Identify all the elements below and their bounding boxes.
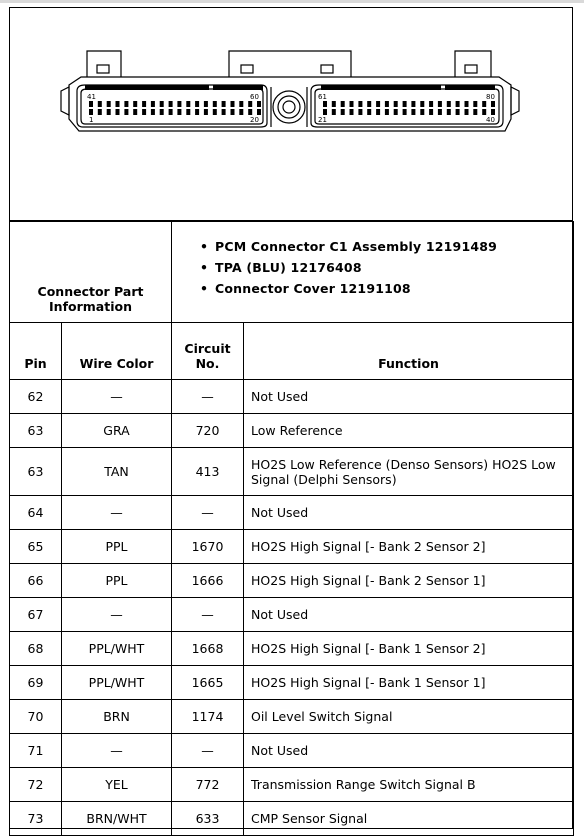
connector-pin [447, 101, 451, 107]
connector-pin [438, 101, 442, 107]
wire-color-header: Wire Color [62, 323, 172, 380]
wire-color-cell: PPL/WHT [62, 666, 172, 700]
connector-pin [151, 109, 155, 115]
wire-color-cell: — [62, 380, 172, 414]
list-item [200, 240, 573, 261]
function-cell: HO2S High Signal [- Bank 1 Sensor 2] [244, 632, 574, 666]
connector-drawing [9, 7, 573, 221]
table-row [10, 768, 574, 802]
list-item [200, 261, 573, 282]
connector-pin [124, 109, 128, 115]
connector-pin [465, 109, 469, 115]
pin-label-80: 80 [486, 93, 495, 101]
circuit-header [172, 323, 244, 380]
connector-pin [323, 109, 327, 115]
function-cell: Not Used [244, 496, 574, 530]
list-item [200, 282, 573, 303]
pin-cell: 73 [10, 802, 62, 836]
connector-pin [231, 109, 235, 115]
connector-pin [394, 101, 398, 107]
connector-pin [142, 101, 146, 107]
pin-cell: 65 [10, 530, 62, 564]
circuit-cell: — [172, 598, 244, 632]
top-rule [0, 0, 584, 3]
connector-pin [89, 109, 93, 115]
pin-cell: 63 [10, 414, 62, 448]
connector-pin [429, 101, 433, 107]
connector-pin [222, 109, 226, 115]
circuit-cell: 772 [172, 768, 244, 802]
connector-pin [107, 109, 111, 115]
connector-info-row [10, 222, 574, 323]
circuit-cell: — [172, 496, 244, 530]
connector-pin [98, 109, 102, 115]
info-label-line2: Information [49, 299, 132, 314]
connector-pin [169, 101, 173, 107]
connector-pin [116, 101, 120, 107]
connector-pin [133, 109, 137, 115]
function-cell: Not Used [244, 598, 574, 632]
pin-label-1: 1 [89, 116, 94, 124]
connector-pin [341, 101, 345, 107]
connector-pin [482, 109, 486, 115]
pin-cell: 72 [10, 768, 62, 802]
connector-pin [491, 109, 495, 115]
pin-label-40: 40 [486, 116, 495, 124]
connector-pin [248, 109, 252, 115]
table-row [10, 802, 574, 836]
connector-pin [204, 109, 208, 115]
circuit-cell: 1174 [172, 700, 244, 734]
connector-pin [133, 101, 137, 107]
left-latch [61, 87, 69, 115]
connector-pin [257, 101, 261, 107]
function-cell: Transmission Range Switch Signal B [244, 768, 574, 802]
pin-cell: 68 [10, 632, 62, 666]
connector-pin [456, 109, 460, 115]
connector-pin [204, 101, 208, 107]
connector-pin [394, 109, 398, 115]
wire-color-cell: BRN [62, 700, 172, 734]
connector-pin [124, 101, 128, 107]
connector-pin [367, 109, 371, 115]
connector-pin [438, 109, 442, 115]
connector-pin [465, 101, 469, 107]
connector-pin [367, 101, 371, 107]
part-text: TPA (BLU) 12176408 [215, 260, 362, 275]
connector-pin [213, 101, 217, 107]
pin-label-61: 61 [318, 93, 327, 101]
connector-pin [332, 101, 336, 107]
circuit-cell: 1668 [172, 632, 244, 666]
connector-pin [411, 109, 415, 115]
table-header-row [10, 323, 574, 380]
function-header: Function [244, 323, 574, 380]
connector-pin [385, 109, 389, 115]
right-key-bar-b [445, 85, 495, 90]
function-cell: Oil Level Switch Signal [244, 700, 574, 734]
pin-cell: 63 [10, 448, 62, 496]
bullet-icon: • [200, 239, 209, 254]
connector-pin [429, 109, 433, 115]
connector-pin [151, 101, 155, 107]
connector-pin [177, 109, 181, 115]
connector-pin [160, 101, 164, 107]
connector-pin [473, 101, 477, 107]
connector-pin [447, 109, 451, 115]
wire-color-cell: — [62, 598, 172, 632]
connector-pin [98, 101, 102, 107]
table-row [10, 530, 574, 564]
function-cell: Low Reference [244, 414, 574, 448]
pin-cell: 66 [10, 564, 62, 598]
pinout-table [9, 221, 574, 836]
right-key-bar-a [321, 85, 441, 90]
connector-pin [350, 109, 354, 115]
function-cell: Not Used [244, 380, 574, 414]
connector-pin [169, 109, 173, 115]
connector-pin [456, 101, 460, 107]
table-row [10, 666, 574, 700]
connector-pin [248, 101, 252, 107]
connector-pin [89, 101, 93, 107]
table-row [10, 496, 574, 530]
connector-pin [213, 109, 217, 115]
circuit-cell: 1670 [172, 530, 244, 564]
pin-label-60: 60 [250, 93, 259, 101]
connector-pin [186, 109, 190, 115]
connector-pin [239, 101, 243, 107]
wire-color-cell: — [62, 734, 172, 768]
connector-pin [358, 101, 362, 107]
left-tab-slot [97, 65, 109, 73]
connector-pin [160, 109, 164, 115]
function-cell: HO2S Low Reference (Denso Sensors) HO2S Low Signal (Delphi Sensors) [244, 448, 574, 496]
info-label-line1: Connector Part [37, 284, 144, 299]
table-row [10, 632, 574, 666]
connector-pin [420, 101, 424, 107]
connector-pin [403, 101, 407, 107]
connector-pin [107, 101, 111, 107]
table-row [10, 380, 574, 414]
pin-cell: 67 [10, 598, 62, 632]
pin-cell: 62 [10, 380, 62, 414]
function-cell: HO2S High Signal [- Bank 2 Sensor 1] [244, 564, 574, 598]
function-cell: Not Used [244, 734, 574, 768]
pin-cell: 69 [10, 666, 62, 700]
connector-pin [142, 109, 146, 115]
circuit-header-line1: Circuit [184, 341, 231, 356]
function-cell: HO2S High Signal [- Bank 1 Sensor 1] [244, 666, 574, 700]
function-cell: CMP Sensor Signal [244, 802, 574, 836]
circuit-cell: 633 [172, 802, 244, 836]
connector-pin [341, 109, 345, 115]
connector-pin [491, 101, 495, 107]
table-row [10, 414, 574, 448]
pin-header: Pin [10, 323, 62, 380]
circuit-header-line2: No. [195, 356, 220, 371]
pin-label-20: 20 [250, 116, 259, 124]
center-bolt-inner [283, 101, 295, 113]
center-bolt-mid [278, 96, 300, 118]
bullet-icon: • [200, 281, 209, 296]
circuit-cell: 413 [172, 448, 244, 496]
pin-label-41: 41 [87, 93, 96, 101]
connector-pin [257, 109, 261, 115]
right-tab-slot [465, 65, 477, 73]
connector-pin [116, 109, 120, 115]
connector-pin [222, 101, 226, 107]
right-latch [511, 87, 519, 115]
pin-cell: 64 [10, 496, 62, 530]
table-row [10, 564, 574, 598]
wire-color-cell: GRA [62, 414, 172, 448]
connector-pin [482, 101, 486, 107]
center-tab-slot-left [241, 65, 253, 73]
wire-color-cell: PPL [62, 564, 172, 598]
connector-pin [411, 101, 415, 107]
wire-color-cell: BRN/WHT [62, 802, 172, 836]
circuit-cell: 1666 [172, 564, 244, 598]
connector-pin [358, 109, 362, 115]
table-row [10, 700, 574, 734]
connector-pin [177, 101, 181, 107]
connector-pin [186, 101, 190, 107]
wire-color-cell: TAN [62, 448, 172, 496]
connector-pin [473, 109, 477, 115]
part-text: Connector Cover 12191108 [215, 281, 411, 296]
connector-pin [323, 101, 327, 107]
table-row [10, 598, 574, 632]
wire-color-cell: PPL [62, 530, 172, 564]
connector-pin [195, 109, 199, 115]
wire-color-cell: YEL [62, 768, 172, 802]
table-row [10, 448, 574, 496]
wire-color-cell: — [62, 496, 172, 530]
connector-part-list [172, 222, 574, 323]
left-key-bar-b [213, 85, 263, 90]
center-tab-slot-right [321, 65, 333, 73]
connector-pin [195, 101, 199, 107]
connector-pin [350, 101, 354, 107]
wire-color-cell: PPL/WHT [62, 632, 172, 666]
connector-pin [231, 101, 235, 107]
part-text: PCM Connector C1 Assembly 12191489 [215, 239, 498, 254]
connector-pin [420, 109, 424, 115]
connector-pin [385, 101, 389, 107]
connector-pin [376, 109, 380, 115]
circuit-cell: 1665 [172, 666, 244, 700]
circuit-cell: — [172, 734, 244, 768]
pin-label-21: 21 [318, 116, 327, 124]
connector-pin [239, 109, 243, 115]
circuit-cell: — [172, 380, 244, 414]
connector-part-info-label [10, 222, 172, 323]
connector-pin [332, 109, 336, 115]
circuit-cell: 720 [172, 414, 244, 448]
pin-cell: 71 [10, 734, 62, 768]
bullet-icon: • [200, 260, 209, 275]
connector-diagram [9, 7, 573, 221]
connector-pin [403, 109, 407, 115]
left-key-bar-a [85, 85, 209, 90]
connector-pin [376, 101, 380, 107]
function-cell: HO2S High Signal [- Bank 2 Sensor 2] [244, 530, 574, 564]
pin-cell: 70 [10, 700, 62, 734]
table-row [10, 734, 574, 768]
